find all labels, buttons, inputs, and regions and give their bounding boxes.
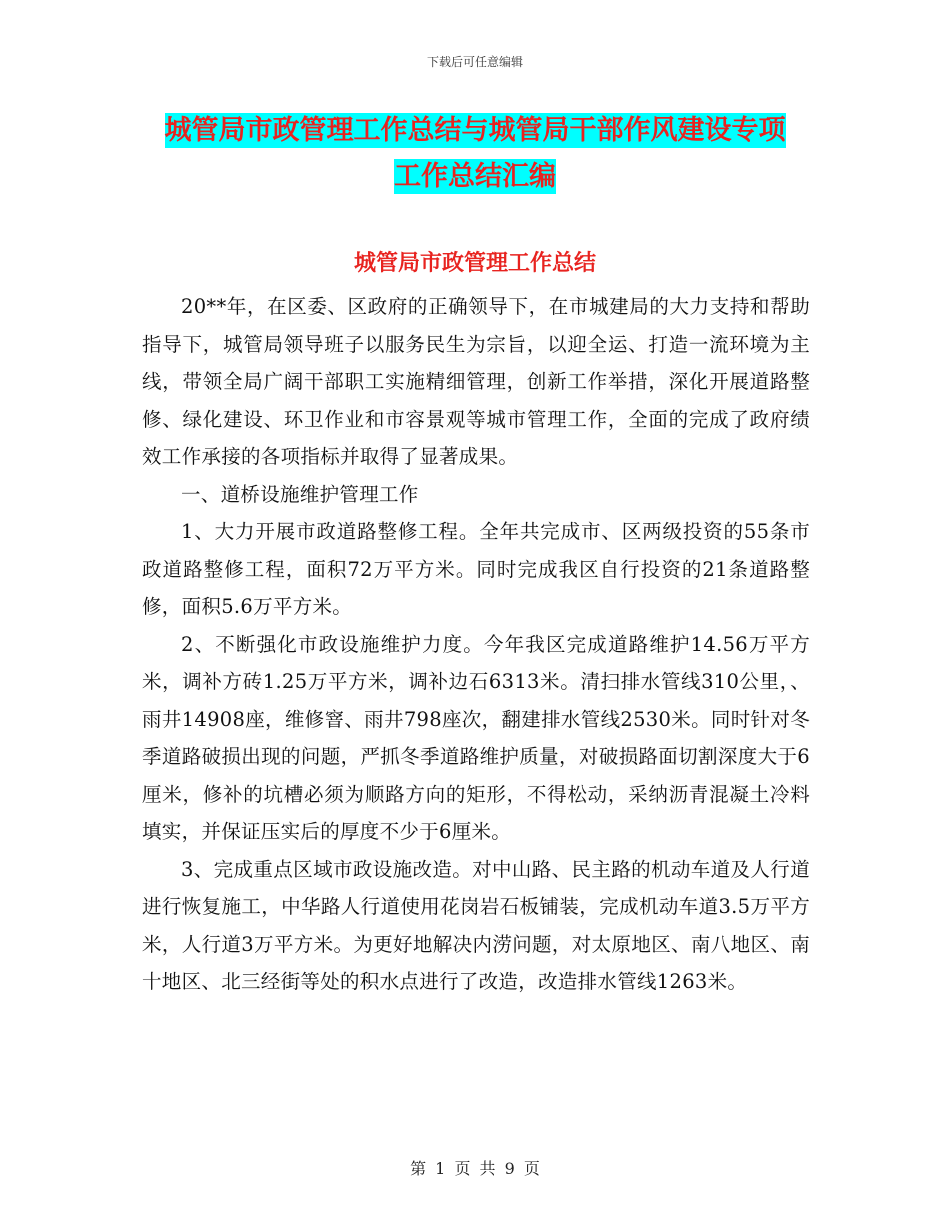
document-title-line-1: 城管局市政管理工作总结与城管局干部作风建设专项 <box>164 115 786 146</box>
section-title: 城管局市政管理工作总结 <box>353 251 596 276</box>
paragraph-item-1: 1、大力开展市政道路整修工程。全年共完成市、区两级投资的55条市政道路整修工程，面积72万平方米。同时完成我区自行投资的21条道路整修，面积5.6万平方米。 <box>142 520 810 618</box>
paragraph-heading-1: 一、道桥设施维护管理工作 <box>181 482 419 506</box>
document-title <box>140 108 810 200</box>
document-title-line-2: 工作总结汇编 <box>394 161 556 192</box>
paragraph-intro: 20**年，在区委、区政府的正确领导下，在市城建局的大力支持和帮助指导下，城管局领导班子以服务民生为宗旨，以迎全运、打造一流环境为主线，带领全局广阔干部职工实施精细管理，创新工作举措，深化开展道路整修、绿化建设、环卫作业和市容景观等城市管理工作，全面的完成了政府绩效工作承接的各项指标并取得了显著成果。 <box>142 295 810 468</box>
paragraph-item-3: 3、完成重点区域市政设施改造。对中山路、民主路的机动车道及人行道进行恢复施工，中华路人行道使用花岗岩石板铺装，完成机动车道3.5万平方米，人行道3万平方米。为更好地解决内涝问题，对太原地区、南八地区、南十地区、北三经街等处的积水点进行了改造，改造排水管线1263米。 <box>142 857 810 993</box>
page-footer: 第 1 页 共 9 页 <box>410 1159 540 1178</box>
page-header-note: 下载后可任意编辑 <box>426 55 523 69</box>
document-body <box>142 288 810 1001</box>
paragraph-item-2: 2、不断强化市政设施维护力度。今年我区完成道路维护14.56万平方米，调补方砖1.25万平方米，调补边石6313米。清扫排水管线310公里，、雨井14908座，维修窨、雨井798座次，翻建排水管线2530米。同时针对冬季道路破损出现的问题，严抓冬季道路维护质量，对破损路面切割深度大于6厘米，修补的坑槽必须为顺路方向的矩形，不得松动，采纳沥青混凝土冷料填实，并保证压实后的厚度不少于6厘米。 <box>142 632 810 843</box>
